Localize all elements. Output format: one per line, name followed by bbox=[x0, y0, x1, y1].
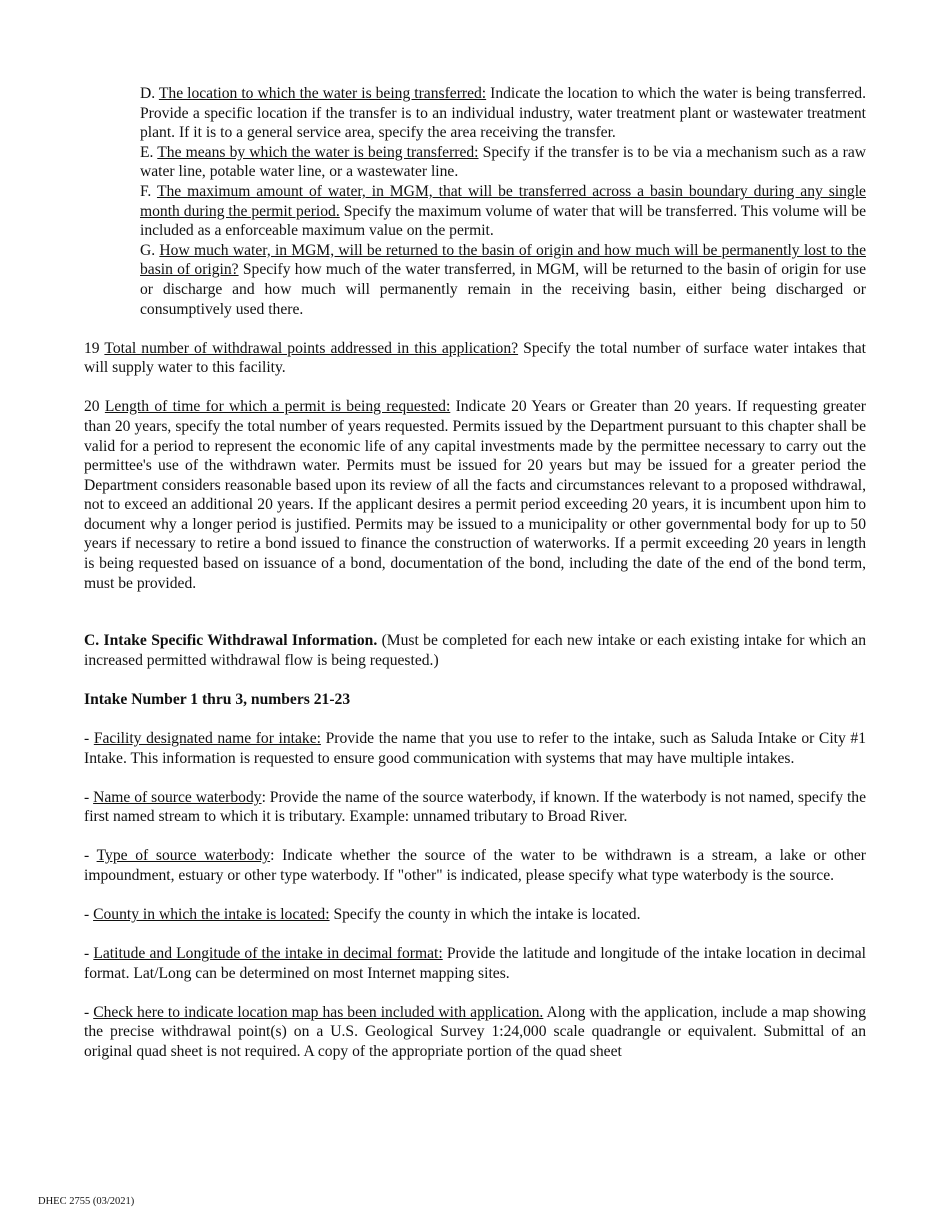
spacer bbox=[84, 378, 866, 398]
item-e-prefix: E. bbox=[140, 143, 158, 161]
question-19-number: 19 bbox=[84, 339, 105, 357]
bullet-facility-name bbox=[84, 729, 866, 768]
spacer bbox=[84, 886, 866, 906]
bullet-dash: - bbox=[84, 788, 94, 806]
bullet-title: Check here to indicate location map has been included with application. bbox=[93, 1003, 544, 1021]
item-g bbox=[84, 241, 866, 319]
bullet-waterbody-type bbox=[84, 846, 866, 885]
item-g-prefix: G. bbox=[140, 241, 160, 259]
question-20-title: Length of time for which a permit is being requested: bbox=[104, 398, 451, 416]
question-19-title: Total number of withdrawal points addressed in this application? bbox=[104, 339, 519, 357]
item-e bbox=[84, 143, 866, 182]
item-d-body: Indicate the location to which the water is being transferred. Provide a specific location if the transfer is to an individual industry, water treatment plant or wastewater treatment plant. If it is to a general service area, specify the area receiving the transfer. bbox=[140, 85, 866, 142]
spacer bbox=[84, 768, 866, 788]
form-footer: DHEC 2755 (03/2021) bbox=[38, 1196, 135, 1207]
bullet-lat-long bbox=[84, 944, 866, 983]
item-f bbox=[84, 182, 866, 241]
section-c-title: C. Intake Specific Withdrawal Information. bbox=[84, 632, 378, 650]
section-c bbox=[84, 631, 866, 670]
bullet-title: Facility designated name for intake: bbox=[93, 730, 321, 748]
question-20 bbox=[84, 397, 866, 593]
spacer bbox=[84, 670, 866, 690]
bullet-body: Specify the county in which the intake is located. bbox=[329, 906, 641, 924]
item-e-title: The means by which the water is being transferred: bbox=[157, 143, 479, 161]
bullet-location-map bbox=[84, 1003, 866, 1062]
bullet-dash: - bbox=[84, 906, 94, 924]
intake-subheading: Intake Number 1 thru 3, numbers 21-23 bbox=[84, 690, 351, 708]
spacer bbox=[84, 319, 866, 339]
bullet-dash: - bbox=[84, 730, 94, 748]
spacer bbox=[84, 983, 866, 1003]
bullet-body: : Indicate whether the source of the water to be withdrawn is a stream, a lake or other impoundment, estuary or other type waterbody. If "other" is indicated, please specify what type waterbody is the source. bbox=[84, 847, 866, 884]
bullet-dash: - bbox=[84, 1003, 94, 1021]
item-f-body: Specify the maximum volume of water that will be transferred. This volume will be included as a enforceable maximum value on the permit. bbox=[140, 202, 867, 240]
item-f-prefix: F. bbox=[140, 182, 157, 200]
item-e-body: Specify if the transfer is to be via a mechanism such as a raw water line, potable water line, or a wastewater line. bbox=[140, 143, 867, 181]
section-c-body: (Must be completed for each new intake or each existing intake for which an increased permitted withdrawal flow is being requested.) bbox=[84, 632, 866, 669]
bullet-body: : Provide the name of the source waterbody, if known. If the waterbody is not named, specify the first named stream to which it is tributary. Example: unnamed tributary to Broad River. bbox=[84, 788, 867, 826]
bullet-body: Provide the name that you use to refer to the intake, such as Saluda Intake or City #1 Intake. This information is requested to ensure good communication with systems that may have multiple intakes. bbox=[84, 730, 866, 767]
question-20-body: Indicate 20 Years or Greater than 20 years. If requesting greater than 20 years, specify the total number of years requested. Permits issued by the Department pursuant to this chapter shall be valid for a period to represent the economic life of any capital investments made by the permittee necessary to carry out the permittee's use of the withdrawn water. Permits must be issued for 20 years but may be issued for a greater period the Department considers reasonable based upon its review of all the facts and circumstances relevant to a proposed withdrawal, not to exceed an additional 20 years. If the applicant desires a permit period exceeding 20 years, it is incumbent upon him to document why a longer period is justified. Permits may be issued to a municipality or other governmental body for up to 50 years if necessary to retire a bond issued to finance the construction of waterworks. If a permit exceeding 20 years in length is being requested based on issuance of a bond, documentation of the bond, including the date of the end of the bond term, must be provided. bbox=[84, 398, 866, 592]
item-d-prefix: D. bbox=[140, 85, 159, 102]
bullet-county bbox=[84, 905, 866, 925]
item-g-title: How much water, in MGM, will be returned to the basin of origin and how much will be permanently lost to the basin of origin? bbox=[140, 241, 866, 279]
bullet-body: Provide the latitude and longitude of the intake location in decimal format. Lat/Long can be determined on most Internet mapping sites. bbox=[84, 945, 867, 982]
item-g-body: Specify how much of the water transferred, in MGM, will be returned to the basin of origin for use or discharge and how much will permanently remain in the receiving basin, either being discharged or consumptively used there. bbox=[140, 261, 866, 318]
bullet-title: Latitude and Longitude of the intake in decimal format: bbox=[93, 945, 443, 963]
spacer bbox=[84, 710, 866, 730]
question-19 bbox=[84, 339, 866, 378]
spacer bbox=[84, 593, 866, 631]
bullet-dash: - bbox=[84, 847, 97, 865]
document-page bbox=[84, 84, 866, 1062]
spacer bbox=[84, 827, 866, 847]
question-19-body: Specify the total number of surface water intakes that will supply water to this facility. bbox=[84, 339, 866, 377]
bullet-title: Name of source waterbody bbox=[93, 788, 262, 806]
bullet-title: Type of source waterbody bbox=[96, 847, 271, 865]
question-20-number: 20 bbox=[84, 398, 105, 416]
item-f-title: The maximum amount of water, in MGM, that will be transferred across a basin boundary during any single month during the permit period. bbox=[140, 182, 866, 220]
spacer bbox=[84, 925, 866, 945]
bullet-body: Along with the application, include a map showing the precise withdrawal point(s) on a U.S. Geological Survey 1:24,000 scale quadrangle or equivalent. Submittal of an original quad sheet is not required. A copy of the appropriate portion of the quad sheet bbox=[84, 1003, 866, 1061]
item-d-title: The location to which the water is being transferred: bbox=[158, 85, 487, 102]
bullet-source-waterbody bbox=[84, 788, 866, 827]
item-d bbox=[84, 84, 866, 143]
bullet-title: County in which the intake is located: bbox=[93, 906, 330, 924]
bullet-dash: - bbox=[84, 945, 94, 963]
